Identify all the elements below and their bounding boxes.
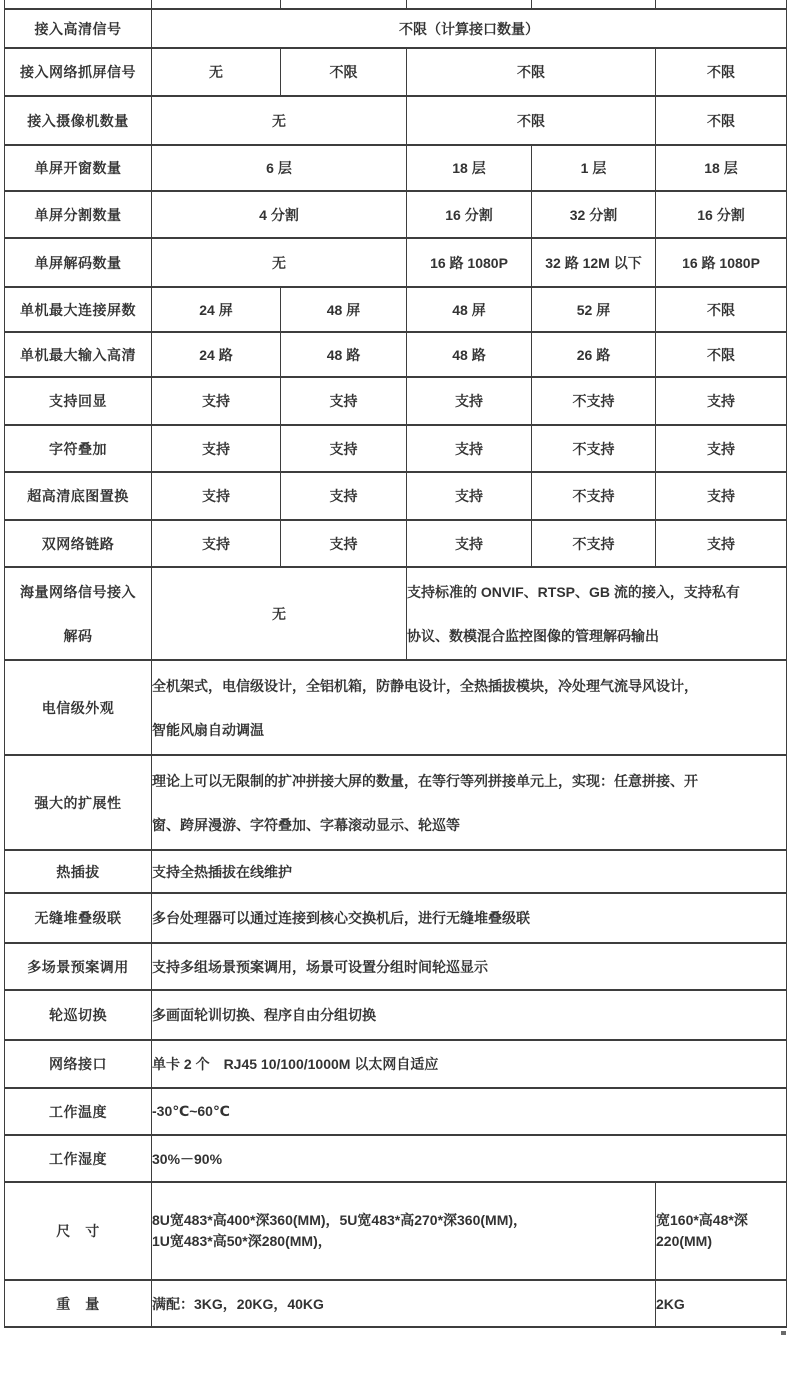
row-header-cell: 单机最大连接屏数	[5, 287, 152, 332]
cut-off-cell	[281, 0, 407, 9]
text-line: 1U宽483*高50*深280(MM)，	[152, 1233, 332, 1249]
value-cell: 52 屏	[532, 287, 656, 332]
value-cell: 48 路	[407, 332, 532, 377]
value-cell: 支持	[656, 472, 787, 520]
value-cell	[152, 1182, 656, 1280]
value-cell: 多台处理器可以通过连接到核心交换机后，进行无缝堆叠级联	[152, 893, 787, 943]
value-cell: 支持	[152, 425, 281, 472]
value-cell: 48 屏	[407, 287, 532, 332]
table-row	[5, 755, 787, 850]
value-cell: 多画面轮训切换、程序自由分组切换	[152, 990, 787, 1040]
value-cell: 不支持	[532, 520, 656, 567]
text-line: 宽160*高48*深	[656, 1212, 748, 1228]
value-cell: 30%－90%	[152, 1135, 787, 1182]
value-cell: 支持	[281, 472, 407, 520]
value-cell: 不限（计算接口数量）	[152, 9, 787, 48]
value-cell: 支持	[656, 377, 787, 425]
value-cell: 支持	[407, 520, 532, 567]
value-cell: 支持	[281, 520, 407, 567]
value-cell: 支持	[152, 377, 281, 425]
row-header-cell: 接入摄像机数量	[5, 96, 152, 145]
value-cell: 支持多组场景预案调用，场景可设置分组时间轮巡显示	[152, 943, 787, 990]
row-header-cell: 接入网络抓屏信号	[5, 48, 152, 96]
value-cell: 32 路 12M 以下	[532, 238, 656, 287]
table-row	[5, 1182, 787, 1280]
row-header-cell: 单机最大输入高清	[5, 332, 152, 377]
table-row	[5, 1040, 787, 1088]
stray-mark	[781, 1331, 786, 1335]
row-header-cell: 支持回显	[5, 377, 152, 425]
table-row	[5, 990, 787, 1040]
value-cell: 4 分割	[152, 191, 407, 238]
value-cell: 支持	[407, 425, 532, 472]
value-cell: 不限	[656, 287, 787, 332]
value-cell: 支持	[281, 377, 407, 425]
row-header-cell: 尺 寸	[5, 1182, 152, 1280]
table-row	[5, 660, 787, 755]
row-header-cell: 网络接口	[5, 1040, 152, 1088]
row-header-cell: 单屏分割数量	[5, 191, 152, 238]
value-cell: 不限	[656, 332, 787, 377]
table-row	[5, 287, 787, 332]
value-cell: 32 分割	[532, 191, 656, 238]
value-cell: 无	[152, 96, 407, 145]
table-row	[5, 191, 787, 238]
row-header-cell: 单屏开窗数量	[5, 145, 152, 191]
row-header-cell: 轮巡切换	[5, 990, 152, 1040]
text-line: 8U宽483*高400*深360(MM)，5U宽483*高270*深360(MM)，	[152, 1212, 528, 1228]
cut-off-cell	[152, 0, 281, 9]
value-cell: 支持	[407, 377, 532, 425]
text-line: 窗、跨屏漫游、字符叠加、字幕滚动显示、轮巡等	[152, 816, 460, 833]
value-cell: 支持	[281, 425, 407, 472]
header-line: 解码	[63, 627, 93, 644]
value-cell: 24 路	[152, 332, 281, 377]
value-cell: 2KG	[656, 1280, 787, 1327]
row-header-cell: 重 量	[5, 1280, 152, 1327]
table-row	[5, 145, 787, 191]
row-header-cell: 热插拔	[5, 850, 152, 893]
table-row	[5, 943, 787, 990]
value-cell: 48 路	[281, 332, 407, 377]
value-cell: 支持	[407, 472, 532, 520]
value-cell: 24 屏	[152, 287, 281, 332]
value-cell: 无	[152, 48, 281, 96]
table-row	[5, 9, 787, 48]
table-row	[5, 1280, 787, 1327]
table-row	[5, 332, 787, 377]
row-header-cell: 字符叠加	[5, 425, 152, 472]
value-cell: 支持	[656, 520, 787, 567]
row-header-cell: 无缝堆叠级联	[5, 893, 152, 943]
value-cell: 不限	[407, 96, 656, 145]
value-cell	[656, 1182, 787, 1280]
value-cell: 16 路 1080P	[407, 238, 532, 287]
table-row	[5, 0, 787, 9]
text-line: 理论上可以无限制的扩冲拼接大屏的数量，在等行等列拼接单元上，实现：任意拼接、开	[152, 772, 698, 789]
value-cell	[152, 660, 787, 755]
row-header-cell: 工作湿度	[5, 1135, 152, 1182]
row-header-cell: 电信级外观	[5, 660, 152, 755]
table-row	[5, 377, 787, 425]
value-cell: 单卡 2 个 RJ45 10/100/1000M 以太网自适应	[152, 1040, 787, 1088]
value-cell: 不限	[407, 48, 656, 96]
text-line: 智能风扇自动调温	[152, 721, 264, 738]
value-cell: 1 层	[532, 145, 656, 191]
cut-off-cell	[532, 0, 656, 9]
text-line: 支持标准的 ONVIF、RTSP、GB 流的接入，支持私有	[407, 583, 740, 600]
value-cell: 6 层	[152, 145, 407, 191]
value-cell: 18 层	[656, 145, 787, 191]
cut-off-cell	[407, 0, 532, 9]
value-cell: -30℃~60℃	[152, 1088, 787, 1135]
row-header-cell: 单屏解码数量	[5, 238, 152, 287]
value-cell: 26 路	[532, 332, 656, 377]
value-cell: 支持	[152, 520, 281, 567]
table-row	[5, 48, 787, 96]
value-cell: 48 屏	[281, 287, 407, 332]
table-row	[5, 238, 787, 287]
header-line: 海量网络信号接入	[20, 583, 136, 600]
value-cell: 不支持	[532, 472, 656, 520]
text-line: 全机架式，电信级设计，全铝机箱，防静电设计，全热插拔模块，冷处理气流导风设计，	[152, 677, 698, 694]
table-row	[5, 96, 787, 145]
value-cell: 不限	[281, 48, 407, 96]
value-cell: 支持	[656, 425, 787, 472]
table-row	[5, 1135, 787, 1182]
table-row	[5, 520, 787, 567]
row-header-cell: 工作温度	[5, 1088, 152, 1135]
value-cell: 无	[152, 238, 407, 287]
spec-sheet	[4, 0, 787, 1328]
table-row	[5, 1088, 787, 1135]
value-cell: 支持	[152, 472, 281, 520]
value-cell: 18 层	[407, 145, 532, 191]
value-cell: 不限	[656, 96, 787, 145]
value-cell: 无	[152, 567, 407, 660]
value-cell: 满配：3KG，20KG，40KG	[152, 1280, 656, 1327]
value-cell: 不支持	[532, 425, 656, 472]
value-cell: 不限	[656, 48, 787, 96]
value-cell: 16 分割	[407, 191, 532, 238]
value-cell: 16 路 1080P	[656, 238, 787, 287]
value-cell	[152, 755, 787, 850]
text-line: 协议、数模混合监控图像的管理解码输出	[407, 627, 659, 644]
row-header-cell: 双网络链路	[5, 520, 152, 567]
table-row	[5, 425, 787, 472]
row-header-cell: 强大的扩展性	[5, 755, 152, 850]
text-line: 220(MM)	[656, 1233, 713, 1249]
value-cell: 不支持	[532, 377, 656, 425]
row-header-cell: 超高清底图置换	[5, 472, 152, 520]
value-cell	[407, 567, 787, 660]
spec-table	[4, 0, 787, 1328]
value-cell: 16 分割	[656, 191, 787, 238]
row-header-cell: 接入高清信号	[5, 9, 152, 48]
row-header-cell: 多场景预案调用	[5, 943, 152, 990]
table-row	[5, 567, 787, 660]
cut-off-cell	[5, 0, 152, 9]
cut-off-cell	[656, 0, 787, 9]
table-row	[5, 850, 787, 893]
value-cell: 支持全热插拔在线维护	[152, 850, 787, 893]
table-row	[5, 472, 787, 520]
row-header-cell	[5, 567, 152, 660]
table-row	[5, 893, 787, 943]
